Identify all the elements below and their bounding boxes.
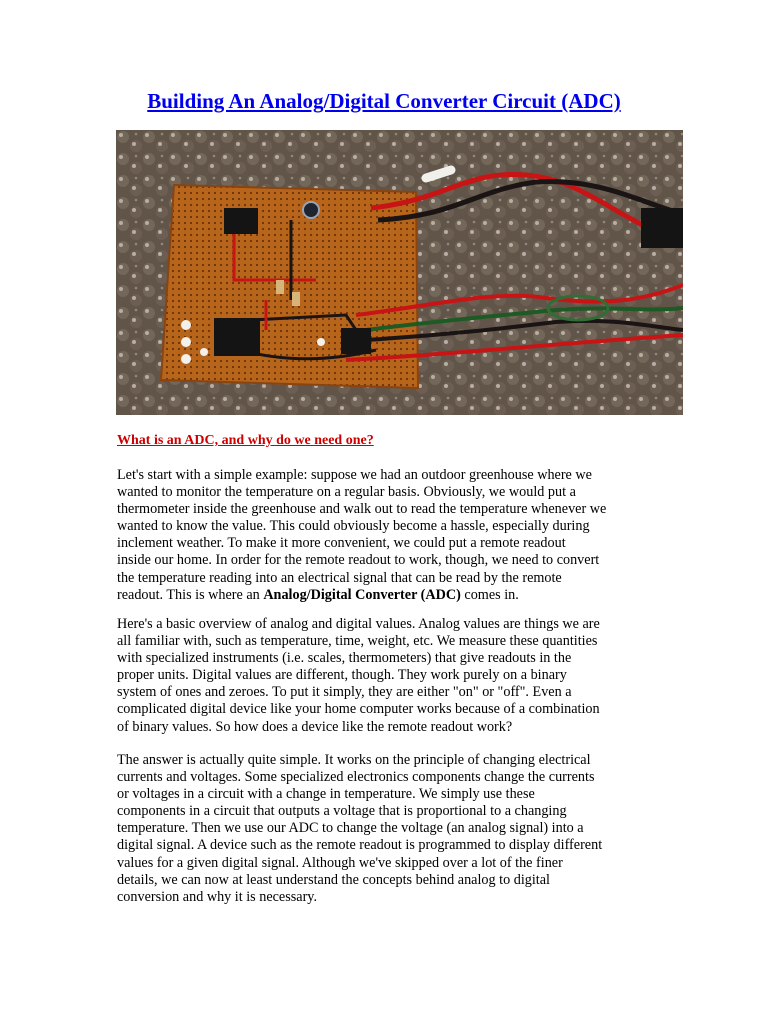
document-title-link[interactable]: Building An Analog/Digital Converter Circuit (ADC): [147, 89, 621, 113]
section-heading: What is an ADC, and why do we need one?: [117, 433, 374, 448]
circuit-board-photo: [116, 130, 683, 415]
paragraph-intro: [117, 467, 665, 604]
paragraph-analog-digital: Here's a basic overview of analog and digital values. Analog values are things we are all familiar with, such as temperature, time, weight, etc. We measure these quantities with specialized instruments (i.e. scales, thermometers) that give readouts in the proper units. Digital values are different, though. They work purely on a binary system of ones and zeroes. To put it simply, they are either "on" or "off". Even a complicated digital device like your home computer works because of a combination of binary values. So how does a device like the remote readout work?: [117, 616, 600, 735]
paragraph-intro-text: Let's start with a simple example: suppose we had an outdoor greenhouse where we wanted to monitor the temperature on a regular basis. Obviously, we would put a thermometer inside the greenhouse and walk out to read the temperature whenever we wanted to know the value. This could obviously become a hassle, especially during inclement weather. To make it more convenient, we could put a remote readout inside our home. In order for the remote readout to work, though, we need to convert the temperature reading into an electrical signal that can be read by the remote readout. This is where an: [117, 467, 607, 603]
adc-term-bold: Analog/Digital Converter (ADC): [263, 586, 461, 603]
paragraph-answer: The answer is actually quite simple. It works on the principle of changing electrical currents and voltages. Some specialized electronics components change the currents or voltages in a circuit with a change in temperature. We simply use these components in a circuit that outputs a voltage that is proportional to a changing temperature. Then we use our ADC to change the voltage (an analog signal) into a digital signal. A device such as the remote readout is programmed to display different values for a given digital signal. Although we've skipped over a lot of the finer details, we can now at least understand the concepts behind analog to digital conversion and why it is necessary.: [117, 752, 603, 905]
paragraph-intro-tail: comes in.: [460, 586, 519, 603]
